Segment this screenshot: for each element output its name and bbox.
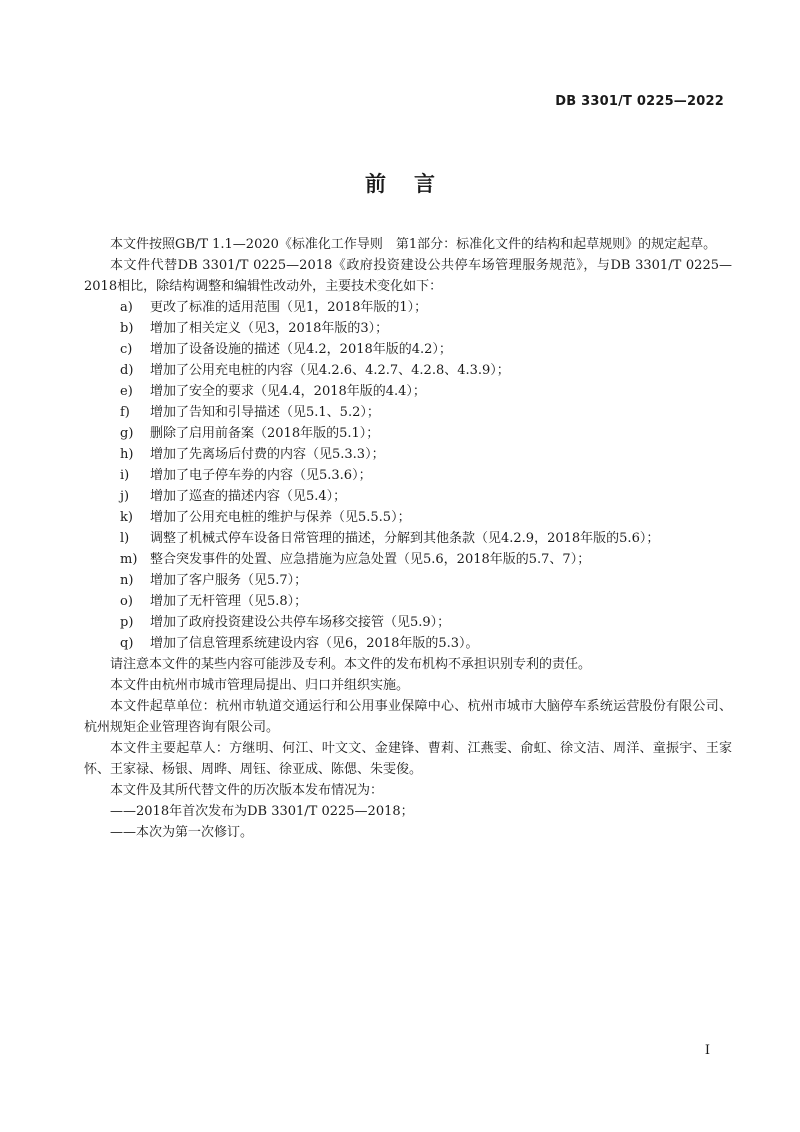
list-item (84, 570, 732, 591)
paragraph-drafting-rule: 本文件按照GB/T 1.1—2020《标准化工作导则 第1部分：标准化文件的结构和起草规则》的规定起草。 (110, 237, 717, 252)
list-item-text: 增加了相关定义（见3，2018年版的3）； (150, 321, 389, 336)
list-item-marker: g) (120, 426, 134, 441)
list-item-marker: l) (120, 531, 130, 546)
list-item-marker: h) (120, 447, 134, 462)
list-item-marker: k) (120, 510, 133, 525)
list-item (84, 297, 732, 318)
list-item-marker: f) (120, 405, 130, 420)
list-item-text: 增加了客户服务（见5.7）； (150, 573, 308, 588)
list-item-text: 增加了无杆管理（见5.8）； (150, 594, 308, 609)
list-item-marker: e) (120, 384, 133, 399)
list-item (84, 591, 732, 612)
list-item (84, 381, 732, 402)
page-number: I (704, 1043, 710, 1058)
list-item-marker: d) (120, 363, 134, 378)
list-item-marker: b) (120, 321, 134, 336)
list-item-marker: c) (120, 342, 133, 357)
list-item (84, 465, 732, 486)
page-title: 前言 (365, 172, 463, 196)
list-item-text: 增加了公用充电桩的内容（见4.2.6、4.2.7、4.2.8、4.3.9）； (150, 363, 510, 378)
list-item-text: 增加了先离场后付费的内容（见5.3.3）； (150, 447, 385, 462)
list-item (84, 633, 732, 654)
list-item-text: 增加了电子停车券的内容（见5.3.6）； (150, 468, 372, 483)
paragraph-version-current: ——本次为第一次修订。 (110, 825, 254, 840)
list-item (84, 507, 732, 528)
paragraph-proposer: 本文件由杭州市城市管理局提出、归口并组织实施。 (110, 678, 410, 693)
paragraph-replacement: 本文件代替DB 3301/T 0225—2018《政府投资建设公共停车场管理服务规范》，与DB 3301/T 0225—2018相比，除结构调整和编辑性改动外，主要技术变化如下： (84, 258, 732, 294)
list-item-text: 删除了启用前备案（2018年版的5.1）； (150, 426, 380, 441)
list-item-text: 更改了标准的适用范围（见1，2018年版的1）； (150, 300, 428, 315)
list-item-text: 增加了公用充电桩的维护与保养（见5.5.5）； (150, 510, 411, 525)
list-item-text: 增加了安全的要求（见4.4，2018年版的4.4）； (150, 384, 426, 399)
list-item-marker: q) (120, 636, 134, 651)
list-item-marker: p) (120, 615, 134, 630)
paragraph-version-2018: ——2018年首次发布为DB 3301/T 0225—2018； (110, 804, 414, 819)
paragraph-version-history: 本文件及其所代替文件的历次版本发布情况为： (110, 783, 384, 798)
list-item (84, 612, 732, 633)
list-item-marker: m) (120, 552, 138, 567)
list-item-text: 调整了机械式停车设备日常管理的描述，分解到其他条款（见4.2.9，2018年版的5.6）； (150, 531, 660, 546)
list-item-text: 增加了政府投资建设公共停车场移交接管（见5.9）； (150, 615, 451, 630)
paragraph-drafting-units: 本文件起草单位：杭州市轨道交通运行和公用事业保障中心、杭州市城市大脑停车系统运营股份有限公司、杭州规矩企业管理咨询有限公司。 (84, 699, 732, 735)
list-item (84, 423, 732, 444)
list-item-text: 增加了巡查的描述内容（见5.4）； (150, 489, 347, 504)
list-item-text: 增加了设备设施的描述（见4.2，2018年版的4.2）； (150, 342, 452, 357)
document-code: DB 3301/T 0225—2022 (555, 94, 724, 109)
list-item (84, 486, 732, 507)
list-item-text: 增加了信息管理系统建设内容（见6，2018年版的5.3）。 (150, 636, 479, 651)
list-item-text: 增加了告知和引导描述（见5.1、5.2）； (150, 405, 380, 420)
changes-list (84, 297, 732, 654)
preface-body (84, 234, 732, 843)
list-item (84, 360, 732, 381)
list-item-marker: o) (120, 594, 133, 609)
list-item (84, 402, 732, 423)
list-item-marker: j) (120, 489, 130, 504)
paragraph-patent-notice: 请注意本文件的某些内容可能涉及专利。本文件的发布机构不承担识别专利的责任。 (110, 657, 592, 672)
list-item-text: 整合突发事件的处置、应急措施为应急处置（见5.6，2018年版的5.7、7）； (150, 552, 591, 567)
list-item (84, 444, 732, 465)
list-item-marker: i) (120, 468, 130, 483)
list-item-marker: a) (120, 300, 133, 315)
list-item (84, 528, 732, 549)
list-item (84, 339, 732, 360)
list-item-marker: n) (120, 573, 134, 588)
paragraph-drafters: 本文件主要起草人：方继明、何江、叶文文、金建锋、曹莉、江燕雯、俞虹、徐文洁、周洋、童振宇、王家怀、王家禄、杨银、周晔、周钰、徐亚成、陈偲、朱雯俊。 (84, 741, 732, 777)
list-item (84, 549, 732, 570)
list-item (84, 318, 732, 339)
